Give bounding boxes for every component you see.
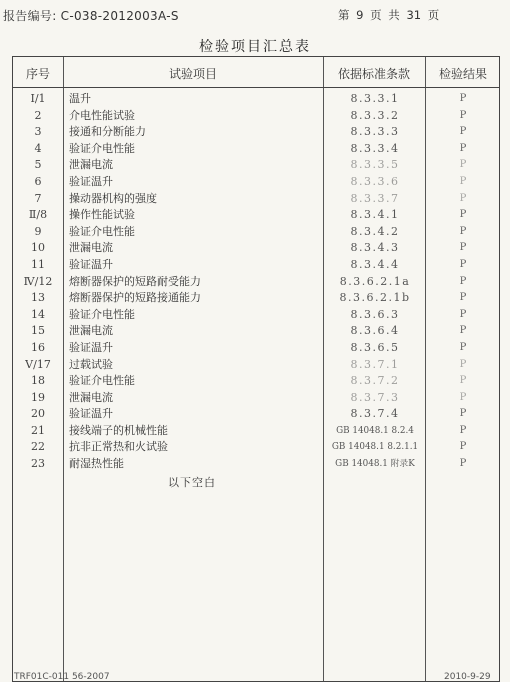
row-seq: 22 [31, 440, 45, 454]
row-result: P [459, 242, 467, 254]
row-item: 验证介电性能 [69, 141, 135, 155]
row-standard: 8.3.7.3 [350, 390, 400, 404]
row-seq: 7 [34, 191, 42, 205]
table-row [13, 91, 499, 108]
row-seq: 4 [34, 141, 42, 155]
row-item: 接通和分断能力 [69, 125, 146, 139]
row-result: P [459, 126, 467, 138]
column-header-seq: 序号 [25, 67, 50, 81]
row-result: P [459, 458, 467, 470]
form-number: TRF01C-011 56-2007 [14, 672, 110, 682]
column-header-item: 试验项目 [168, 67, 217, 81]
row-item: 过载试验 [69, 357, 113, 371]
footer-date: 2010-9-29 [444, 672, 491, 682]
row-seq: 9 [34, 224, 42, 238]
report-number: 报告编号: C-038-2012003A-S [3, 9, 179, 23]
row-seq: 3 [34, 125, 42, 139]
row-result: P [459, 109, 467, 121]
table-row [13, 124, 499, 141]
row-seq: 11 [31, 257, 45, 271]
table-row [13, 340, 499, 357]
row-item: 温升 [69, 92, 91, 105]
row-standard: GB 14048.1 8.2.1.1 [331, 442, 419, 453]
row-result: P [459, 391, 467, 403]
row-seq: 10 [31, 241, 45, 255]
table-row [13, 207, 499, 224]
row-seq: Ⅴ/17 [25, 357, 51, 371]
row-standard: 8.3.6.2.1a [339, 274, 411, 288]
row-item: 泄漏电流 [69, 390, 113, 404]
row-item: 介电性能试验 [69, 108, 135, 122]
row-seq: 18 [31, 374, 45, 388]
row-seq: 21 [31, 423, 45, 437]
table-row [13, 224, 499, 241]
row-result: P [459, 142, 467, 154]
row-result: P [459, 341, 467, 353]
row-seq: 6 [34, 174, 42, 188]
row-result: P [459, 93, 467, 104]
table-row [13, 274, 499, 291]
row-item: 验证温升 [69, 174, 113, 188]
row-standard: 8.3.4.1 [350, 208, 400, 222]
header-rule [13, 87, 499, 88]
row-item: 验证温升 [69, 340, 113, 354]
row-result: P [459, 325, 467, 337]
row-seq: Ⅰ/1 [30, 92, 46, 105]
row-seq: 19 [31, 390, 45, 404]
row-result: P [459, 441, 467, 453]
row-item: 验证介电性能 [69, 307, 135, 321]
row-item: 抗非正常热和火试验 [69, 440, 168, 454]
row-result: P [459, 258, 467, 270]
row-result: P [459, 159, 467, 171]
row-seq: 14 [31, 307, 45, 321]
table-row [13, 423, 499, 440]
summary-table [12, 56, 500, 682]
page-info: 第 9 页 共 31 页 [338, 8, 440, 22]
row-result: P [459, 424, 467, 436]
row-item: 熔断器保护的短路接通能力 [69, 291, 201, 305]
row-standard: 8.3.7.1 [350, 357, 400, 371]
table-row [13, 290, 499, 307]
row-item: 耐湿热性能 [69, 457, 124, 471]
row-item: 操动器机构的强度 [69, 191, 157, 205]
row-seq: 13 [31, 291, 45, 305]
row-standard: 8.3.4.3 [350, 241, 400, 255]
blank-below-note: 以下空白 [168, 476, 216, 489]
row-standard: 8.3.3.1 [350, 92, 400, 105]
row-standard: 8.3.3.5 [350, 158, 400, 172]
row-result: P [459, 275, 467, 287]
row-result: P [459, 292, 467, 304]
row-seq: 23 [31, 457, 45, 471]
row-standard: 8.3.3.4 [350, 141, 400, 155]
table-row [13, 456, 499, 473]
row-seq: 20 [31, 407, 45, 421]
row-standard: GB 14048.1 附录K [335, 459, 415, 470]
table-row [13, 390, 499, 407]
row-standard: 8.3.4.4 [350, 257, 400, 271]
row-standard: 8.3.6.3 [350, 307, 400, 321]
table-row [13, 257, 499, 274]
row-standard: 8.3.6.4 [350, 324, 400, 338]
table-body [13, 91, 499, 473]
row-item: 熔断器保护的短路耐受能力 [69, 274, 201, 288]
table-row [13, 157, 499, 174]
column-header-result: 检验结果 [438, 67, 487, 81]
row-seq: 2 [34, 108, 42, 122]
row-seq: 16 [31, 340, 45, 354]
row-item: 验证介电性能 [69, 224, 135, 238]
document-title: 检验项目汇总表 [199, 39, 311, 55]
row-item: 操作性能试验 [69, 208, 135, 222]
row-standard: 8.3.3.2 [350, 108, 400, 122]
table-row [13, 323, 499, 340]
table-row [13, 240, 499, 257]
row-standard: 8.3.6.5 [350, 340, 400, 354]
row-standard: 8.3.7.2 [350, 374, 400, 388]
row-item: 泄漏电流 [69, 241, 113, 255]
row-standard: GB 14048.1 8.2.4 [336, 425, 414, 436]
row-result: P [459, 308, 467, 320]
row-standard: 8.3.3.6 [350, 174, 400, 188]
table-row [13, 174, 499, 191]
row-standard: 8.3.7.4 [350, 407, 400, 421]
row-result: P [459, 209, 467, 221]
table-row [13, 191, 499, 208]
table-row [13, 357, 499, 374]
row-item: 泄漏电流 [69, 158, 113, 172]
table-row [13, 108, 499, 125]
row-seq: Ⅳ/12 [23, 274, 53, 288]
row-seq: Ⅱ/8 [28, 208, 48, 222]
row-result: P [459, 192, 467, 204]
row-item: 接线端子的机械性能 [69, 423, 168, 437]
table-row [13, 439, 499, 456]
row-standard: 8.3.3.3 [350, 125, 400, 139]
table-row [13, 406, 499, 423]
column-header-standard: 依据标准条款 [337, 67, 410, 81]
row-seq: 5 [34, 158, 42, 172]
row-item: 验证温升 [69, 407, 113, 421]
row-item: 泄漏电流 [69, 324, 113, 338]
table-row [13, 141, 499, 158]
row-seq: 15 [31, 324, 45, 338]
row-result: P [459, 375, 467, 387]
row-result: P [459, 408, 467, 420]
table-row [13, 307, 499, 324]
row-result: P [459, 175, 467, 187]
table-row [13, 373, 499, 390]
row-result: P [459, 358, 467, 370]
row-item: 验证温升 [69, 257, 113, 271]
row-standard: 8.3.3.7 [350, 191, 400, 205]
row-standard: 8.3.6.2.1b [339, 291, 411, 305]
row-item: 验证介电性能 [69, 374, 135, 388]
row-standard: 8.3.4.2 [350, 224, 400, 238]
row-result: P [459, 225, 467, 237]
